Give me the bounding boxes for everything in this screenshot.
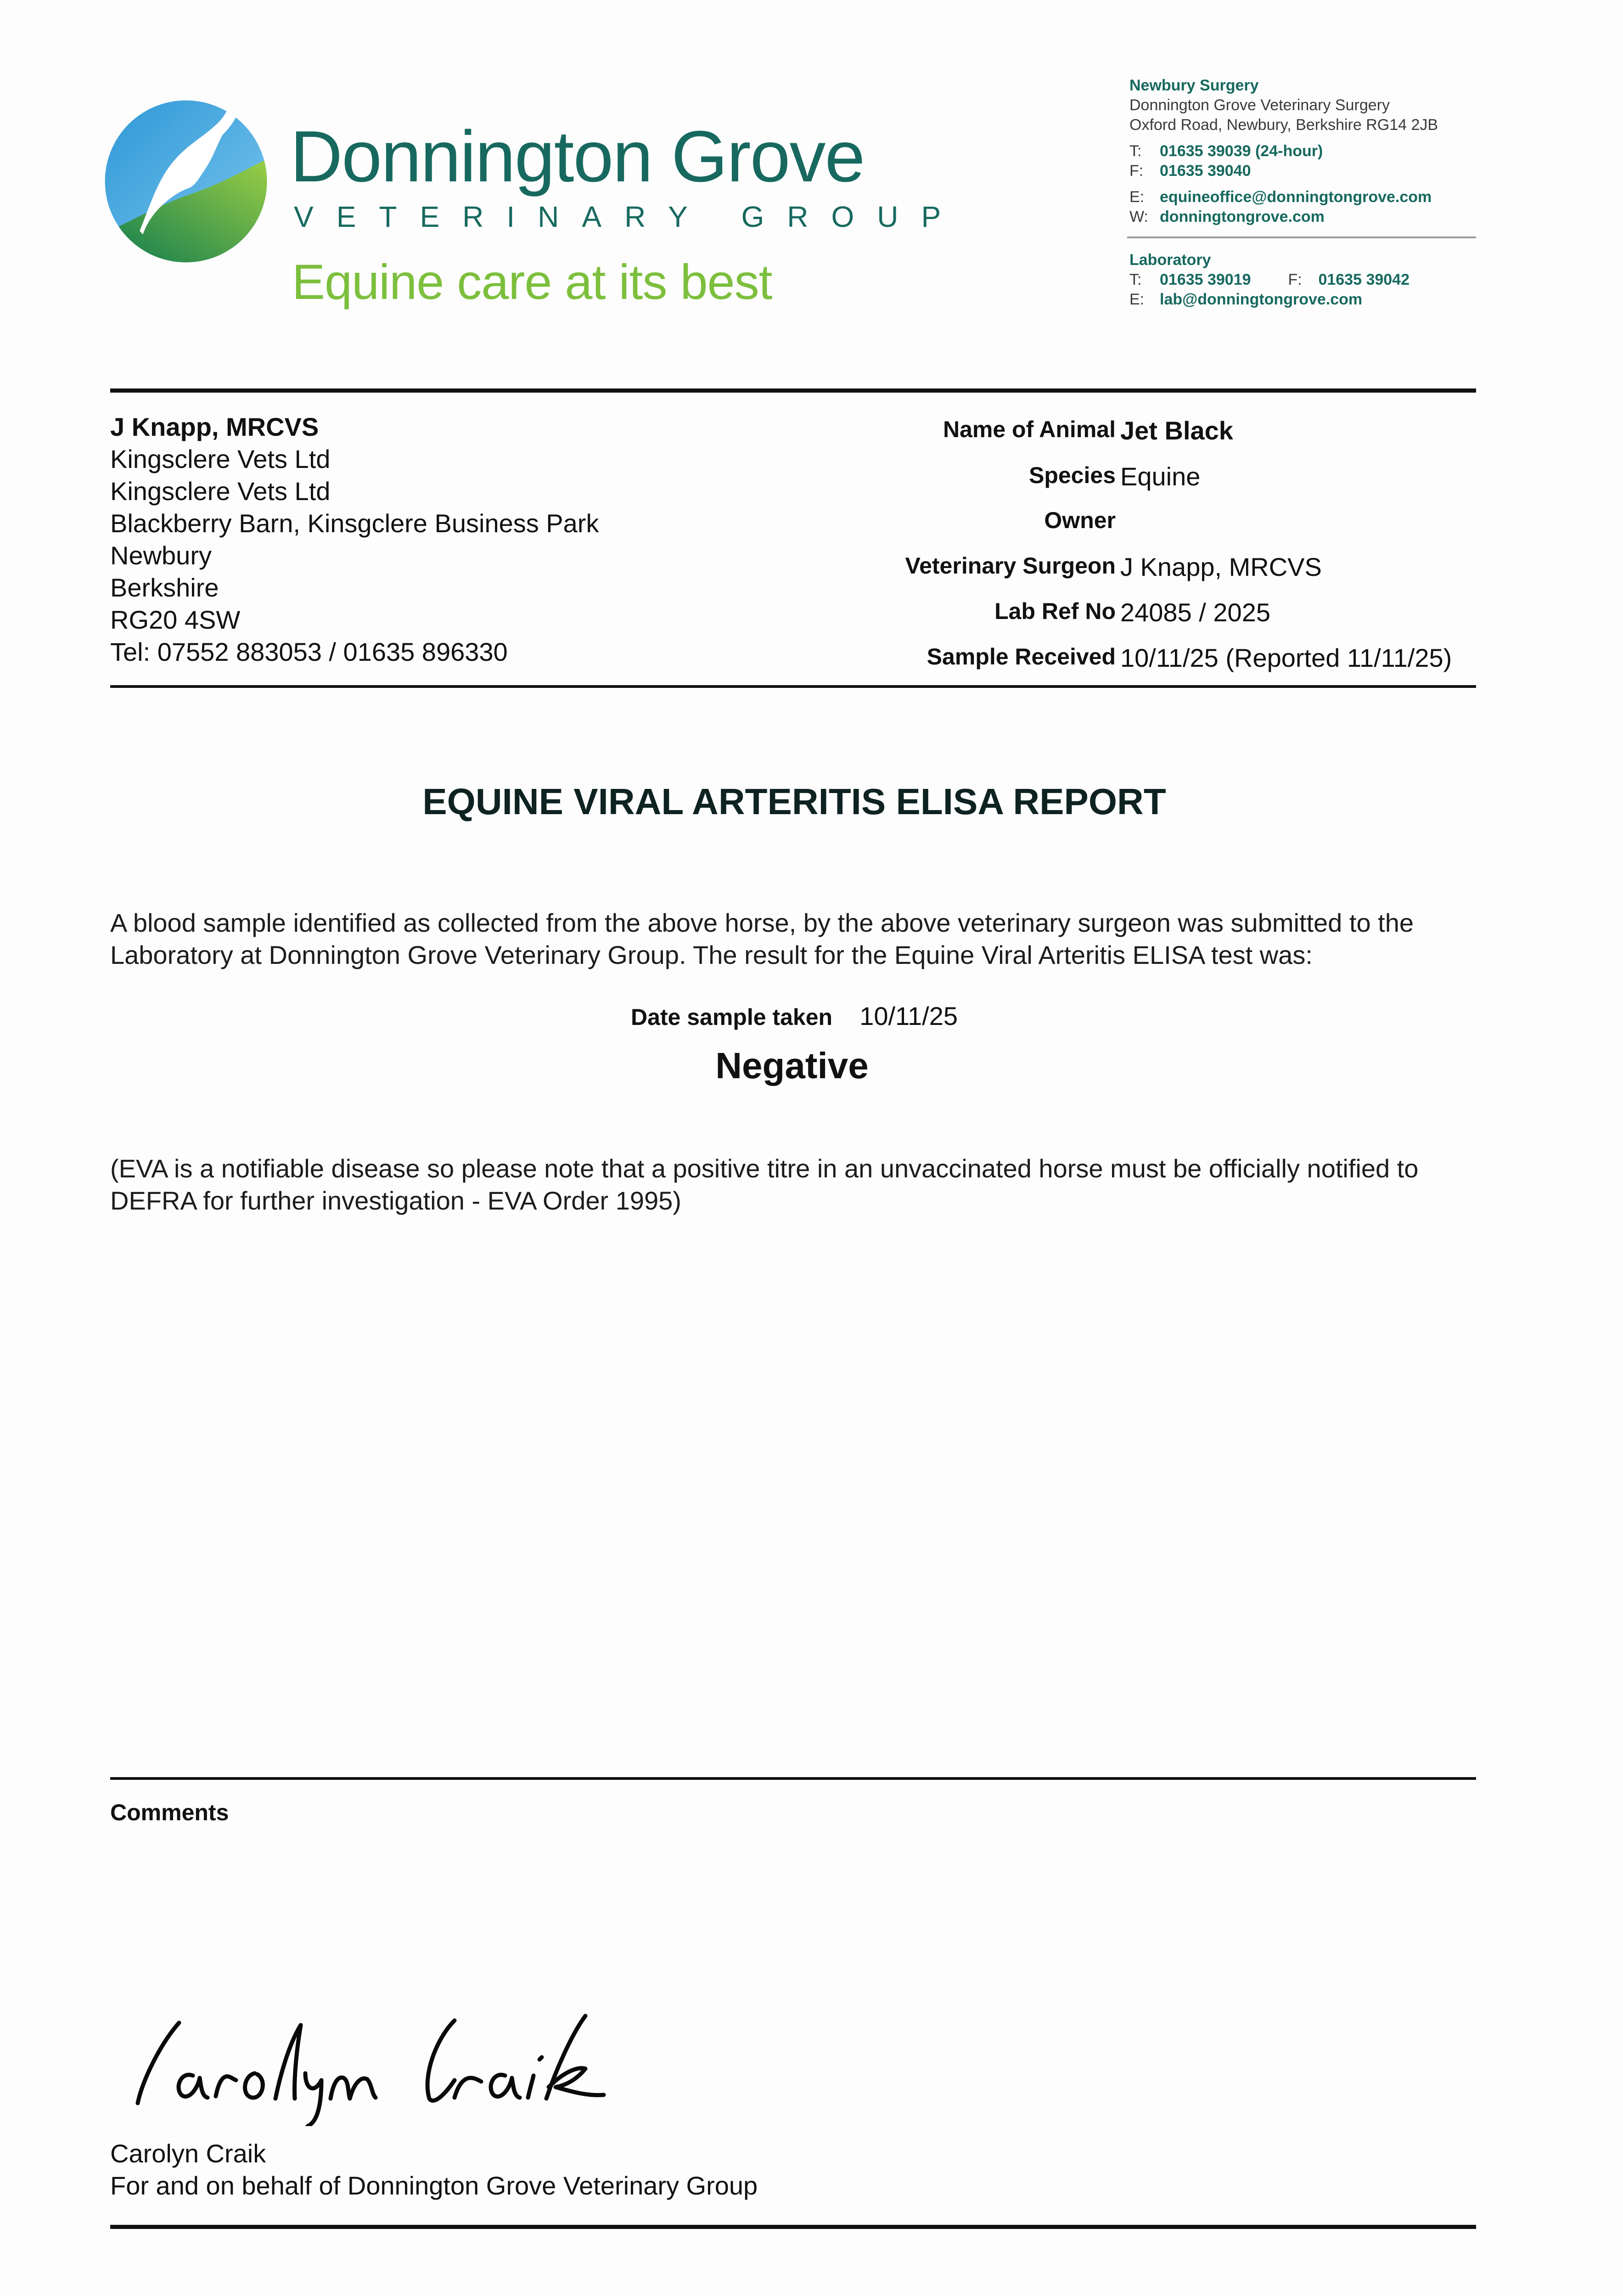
tel-label: T: <box>1129 271 1142 288</box>
laboratory-fax: 01635 39042 <box>1318 271 1410 288</box>
test-result: Negative <box>715 1045 869 1086</box>
surgery-website-link[interactable]: donningtongrove.com <box>1160 208 1325 225</box>
date-sample-taken-value: 10/11/25 <box>859 1002 958 1030</box>
brand-tagline: Equine care at its best <box>292 254 772 310</box>
signatory-role: For and on behalf of Donnington Grove Veterinary Group <box>110 2171 758 2200</box>
laboratory-contact-block <box>1129 250 1410 310</box>
fax-label: F: <box>1129 162 1144 180</box>
date-sample-taken-label: Date sample taken <box>630 1004 833 1030</box>
report-title: EQUINE VIRAL ARTERITIS ELISA REPORT <box>422 781 1166 822</box>
surgery-email-link[interactable]: equineoffice@donningtongrove.com <box>1160 188 1432 206</box>
signatory-name: Carolyn Craik <box>110 2139 266 2168</box>
lab-ref-value: 24085 / 2025 <box>1120 598 1270 627</box>
brand-name: Donnington Grove <box>290 116 865 197</box>
tel-label: T: <box>1129 142 1142 160</box>
species-value: Equine <box>1120 462 1201 491</box>
detail-row-vet-surgeon <box>781 547 1478 584</box>
detail-label: Species <box>1028 462 1116 488</box>
report-intro-paragraph: A blood sample identified as collected from the above horse, by the above veterinary surgeon was submitted to the Laboratory at Donnington Grove Veterinary Group. The result for the Equine Viral Arteritis ELISA test was: <box>110 908 1414 969</box>
address-line: Newbury <box>110 541 212 570</box>
detail-row-owner <box>781 502 1478 539</box>
detail-label: Owner <box>1044 507 1116 533</box>
address-phone: Tel: 07552 883053 / 01635 896330 <box>110 637 508 666</box>
signature-image <box>124 1988 721 2126</box>
fax-label: F: <box>1288 271 1302 288</box>
address-line: RG20 4SW <box>110 605 241 634</box>
date-sample-taken <box>0 1001 1589 1031</box>
surgery-fax: 01635 39040 <box>1160 162 1251 180</box>
animal-name-value: Jet Black <box>1120 416 1233 445</box>
address-line: Kingsclere Vets Ltd <box>110 477 331 506</box>
detail-label: Name of Animal <box>943 416 1116 442</box>
surgery-address-line: Oxford Road, Newbury, Berkshire RG14 2JB <box>1129 116 1438 134</box>
logo-icon <box>103 99 269 264</box>
detail-label: Lab Ref No <box>994 598 1116 624</box>
detail-label: Veterinary Surgeon <box>905 553 1116 579</box>
footer-bottom-rule <box>110 2225 1476 2229</box>
surgery-phone: 01635 39039 (24-hour) <box>1160 142 1323 160</box>
address-line: Kingsclere Vets Ltd <box>110 445 331 473</box>
detail-label: Sample Received <box>927 644 1116 670</box>
detail-row-lab-ref <box>781 593 1478 630</box>
address-line: Berkshire <box>110 573 219 602</box>
recipient-name: J Knapp, MRCVS <box>110 412 319 441</box>
surgery-address-line: Donnington Grove Veterinary Surgery <box>1129 96 1390 114</box>
comments-top-rule <box>110 1777 1476 1780</box>
surgery-title: Newbury Surgery <box>1129 77 1259 94</box>
detail-row-species <box>781 457 1478 494</box>
letterhead-divider <box>1127 236 1476 238</box>
recipient-address <box>110 411 599 668</box>
laboratory-email-link[interactable]: lab@donningtongrove.com <box>1160 291 1363 308</box>
surgery-contact-block <box>1129 76 1438 227</box>
laboratory-title: Laboratory <box>1129 251 1211 269</box>
eva-notice-paragraph: (EVA is a notifiable disease so please note that a positive titre in an unvaccinated horse must be officially notified to DEFRA for further investigation - EVA Order 1995) <box>110 1154 1419 1215</box>
header-top-rule <box>110 388 1476 393</box>
brand-subtitle: VETERINARY GROUP <box>294 200 964 233</box>
email-label: E: <box>1129 291 1145 308</box>
email-label: E: <box>1129 188 1145 206</box>
detail-row-sample-received <box>781 638 1478 675</box>
header-bottom-rule <box>110 685 1476 688</box>
detail-row-animal-name <box>781 411 1478 448</box>
laboratory-phone: 01635 39019 <box>1160 271 1251 288</box>
web-label: W: <box>1129 208 1148 225</box>
address-line: Blackberry Barn, Kinsgclere Business Park <box>110 509 599 538</box>
signatory-block <box>110 2138 758 2202</box>
sample-received-value: 10/11/25 (Reported 11/11/25) <box>1120 643 1452 672</box>
vet-surgeon-value: J Knapp, MRCVS <box>1120 552 1322 581</box>
comments-label: Comments <box>110 1800 229 1825</box>
